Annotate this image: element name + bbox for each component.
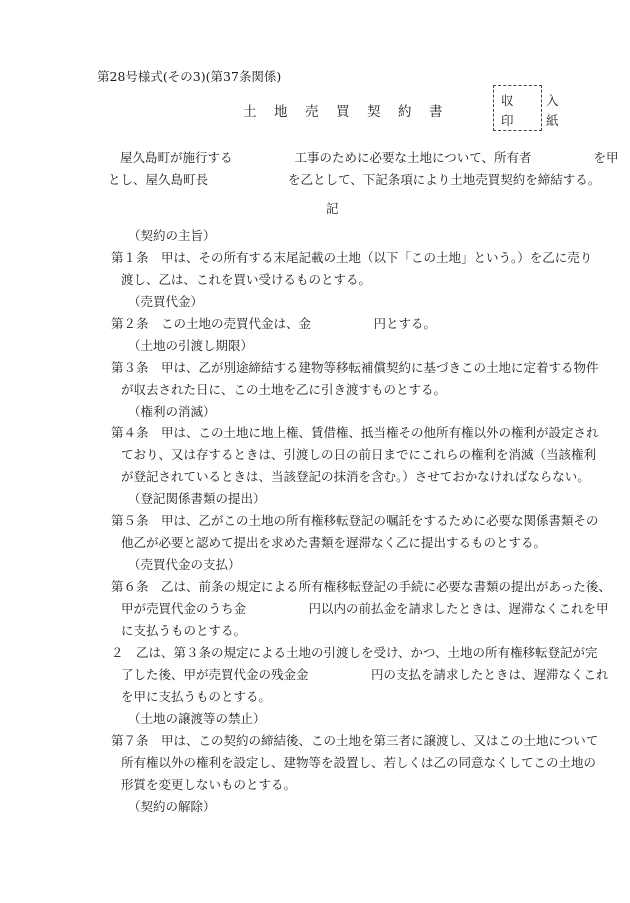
body-line: （契約の主旨） [128, 228, 216, 243]
body-line: 第３条 甲は、乙が別途締結する建物等移転補償契約に基づきこの土地に定着する物件 [111, 360, 599, 375]
intro-text: とし、屋久島町長 [108, 172, 209, 187]
body-line: 第４条 甲は、この土地に地上権、賃借権、抵当権その他所有権以外の権利が設定され [111, 425, 599, 440]
body-line: 所有権以外の権利を設定し、建物等を設置し、若しくは乙の同意なくしてこの土地の [121, 755, 597, 770]
ki-heading: 記 [326, 201, 339, 216]
revenue-stamp-box [493, 85, 569, 131]
body-line: ており、又は存するときは、引渡しの日の前日までにこれらの権利を消滅（当該権利 [121, 447, 597, 462]
body-line: 渡し、乙は、これを買い受けるものとする。 [121, 272, 372, 287]
body-line: （権利の消滅） [128, 404, 216, 419]
intro-text: 屋久島町が施行する [120, 150, 233, 165]
title-char: 契 [367, 104, 381, 120]
stamp-label-line1: 収 入 [501, 93, 569, 108]
body-line: に支払うものとする。 [121, 623, 247, 638]
intro-line-1 [120, 148, 619, 166]
title-char: 地 [274, 104, 288, 120]
body-line: を甲に支払うものとする。 [121, 689, 272, 704]
body-line: （売買代金） [128, 294, 204, 309]
title-char: 売 [305, 104, 319, 120]
document-title [243, 100, 460, 120]
body-line: 第５条 甲は、乙がこの土地の所有権移転登記の嘱託をするために必要な関係書類その [111, 513, 599, 528]
intro-text: 工事のために必要な土地について、所有者 [294, 150, 532, 165]
body-line: 形質を変更しないものとする。 [121, 777, 297, 792]
body-line: 甲が売買代金のうち金 円以内の前払金を請求したときは、遅滞なくこれを甲 [121, 601, 609, 616]
body-line: 第２条 この土地の売買代金は、金 円とする。 [111, 316, 437, 331]
body-line: （売買代金の支払） [128, 557, 241, 572]
body-line: 了した後、甲が売買代金の残金金 円の支払を請求したときは、遅滞なくこれ [121, 667, 609, 682]
intro-line-2 [108, 170, 600, 188]
title-char: 土 [243, 104, 257, 120]
body-line: が収去された日に、この土地を乙に引き渡すものとする。 [121, 382, 447, 397]
body-line: 第７条 甲は、この契約の締結後、この土地を第三者に譲渡し、又はこの土地について [111, 733, 599, 748]
body-line: 第６条 乙は、前条の規定による所有権移転登記の手続に必要な書類の提出があった後、 [111, 579, 611, 594]
body-line: （土地の譲渡等の禁止） [128, 711, 266, 726]
form-number: 第28号様式(その3)(第37条関係) [97, 69, 282, 84]
title-char: 約 [398, 104, 412, 120]
body-line: （契約の解除） [128, 799, 216, 814]
title-char: 書 [429, 104, 443, 120]
stamp-label-line2: 印 紙 [501, 113, 569, 128]
intro-text: を甲 [593, 150, 619, 165]
title-char: 買 [336, 104, 350, 120]
body-line: 第１条 甲は、その所有する末尾記載の土地（以下「この土地」という。）を乙に売り [111, 250, 593, 265]
body-line: （土地の引渡し期限） [128, 338, 254, 353]
body-line: が登記されているときは、当該登記の抹消を含む。）させておかなければならない。 [121, 469, 590, 484]
body-line: 他乙が必要と認めて提出を求めた書類を遅滞なく乙に提出するものとする。 [121, 535, 547, 550]
body-line: （登記関係書類の提出） [128, 491, 266, 506]
body-line: ２ 乙は、第３条の規定による土地の引渡しを受け、かつ、土地の所有権移転登記が完 [111, 645, 598, 660]
intro-text: を乙として、下記条項により土地売買契約を締結する。 [288, 172, 601, 187]
